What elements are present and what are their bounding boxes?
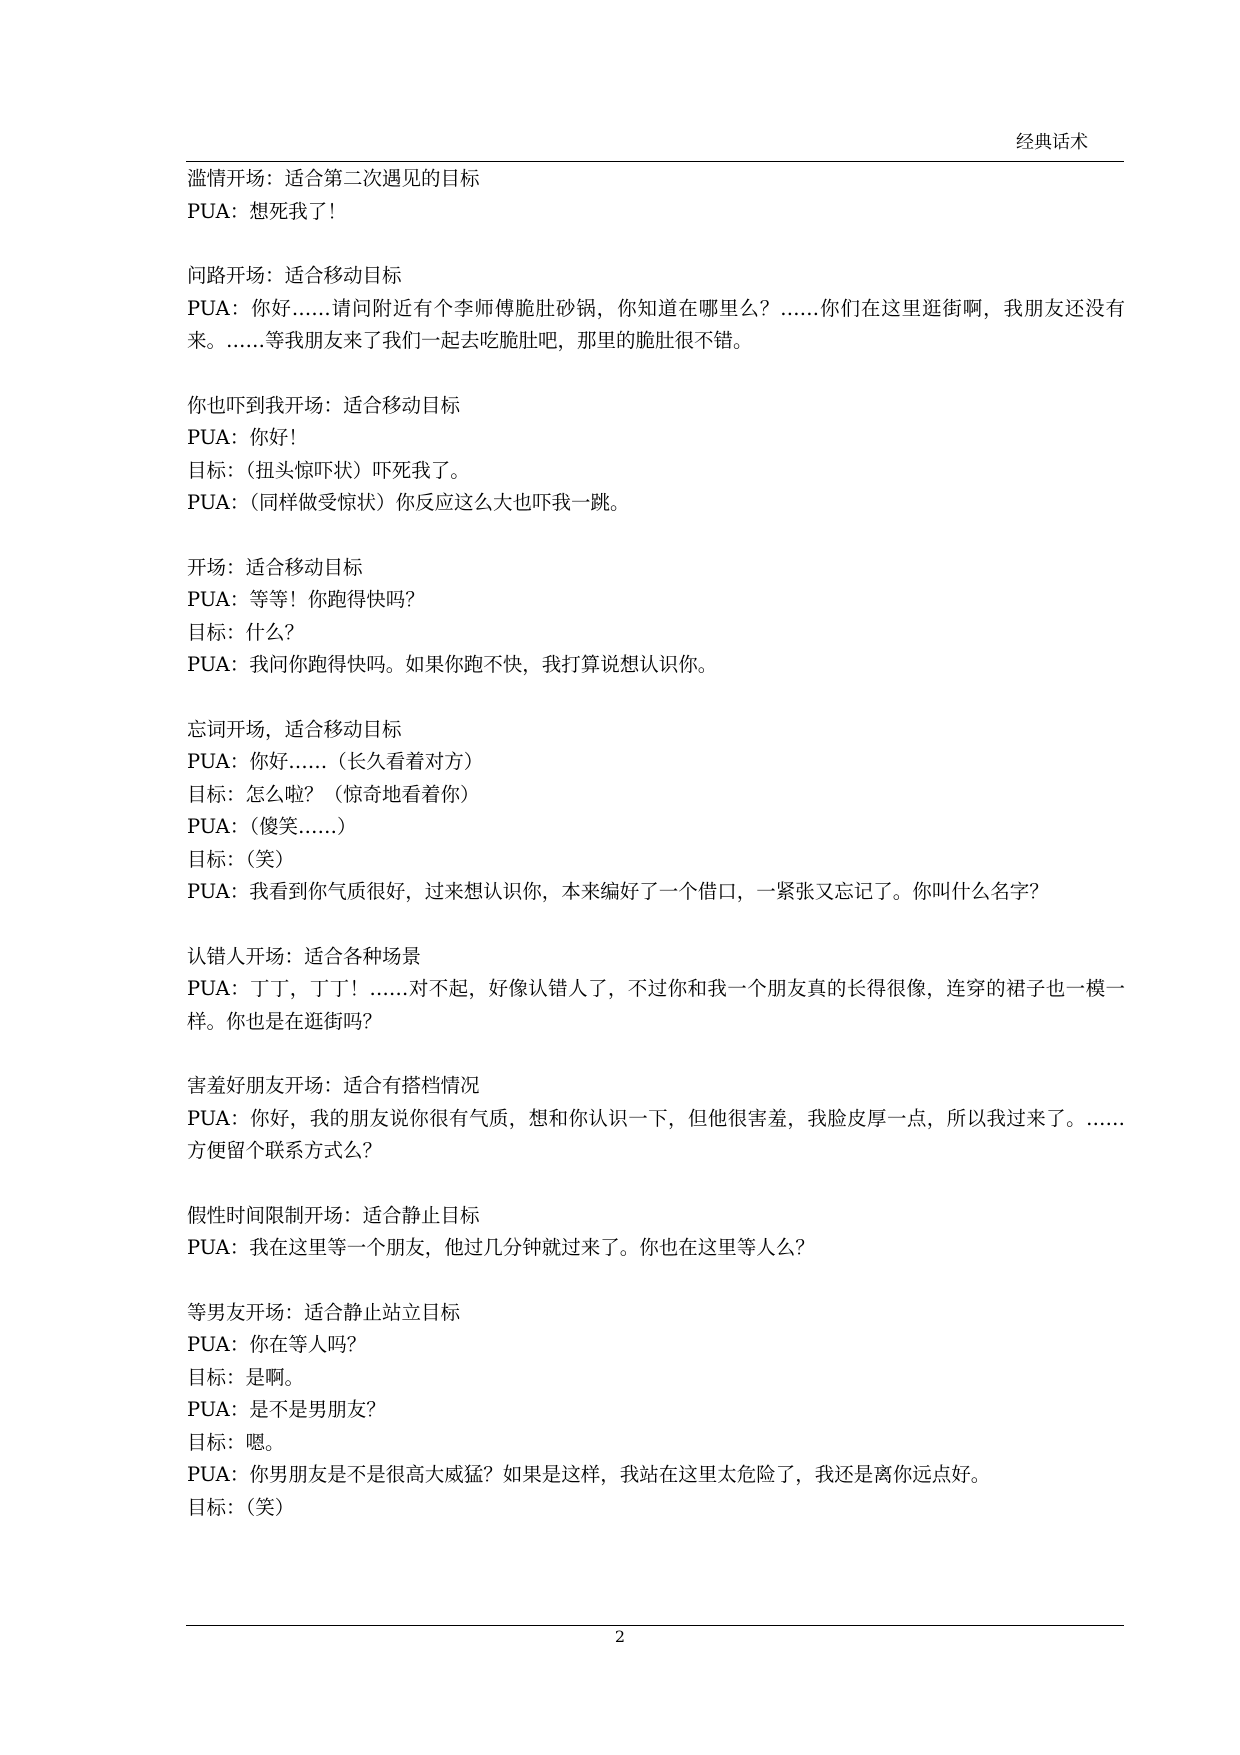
dialogue-line: PUA：我看到你气质很好，过来想认识你，本来编好了一个借口，一紧张又忘记了。你叫什么名字？ bbox=[187, 880, 1049, 903]
dialogue-line: PUA：你男朋友是不是很高大威猛？如果是这样，我站在这里太危险了，我还是离你远点好。 bbox=[187, 1463, 991, 1486]
dialogue-section bbox=[187, 552, 1125, 682]
dialogue-line: 目标：什么？ bbox=[187, 620, 305, 644]
section-heading: 开场：适合移动目标 bbox=[187, 555, 363, 579]
page-number: 2 bbox=[614, 1627, 626, 1646]
dialogue-line: PUA：（同样做受惊状）你反应这么大也吓我一跳。 bbox=[187, 491, 630, 514]
section-heading: 你也吓到我开场：适合移动目标 bbox=[187, 393, 461, 417]
dialogue-section bbox=[187, 714, 1125, 909]
dialogue-line: 目标：（笑） bbox=[187, 1495, 295, 1519]
section-heading: 假性时间限制开场：适合静止目标 bbox=[187, 1203, 480, 1227]
dialogue-line: PUA：丁丁，丁丁！……对不起，好像认错人了，不过你和我一个朋友真的长得很像，连穿的裙子也一模一样。你也是在逛街吗？ bbox=[187, 977, 1125, 1033]
dialogue-line: PUA：等等！你跑得快吗？ bbox=[187, 588, 425, 611]
dialogue-line: PUA：你好，我的朋友说你很有气质，想和你认识一下，但他很害羞，我脸皮厚一点，所以我过来了。……方便留个联系方式么？ bbox=[187, 1106, 1125, 1162]
dialogue-line: 目标：怎么啦？（惊奇地看着你） bbox=[187, 782, 480, 806]
dialogue-line: 目标：（笑） bbox=[187, 847, 295, 871]
dialogue-section bbox=[187, 941, 1125, 1039]
section-heading: 等男友开场：适合静止站立目标 bbox=[187, 1300, 461, 1324]
section-heading: 忘词开场，适合移动目标 bbox=[187, 717, 402, 741]
dialogue-section bbox=[187, 1070, 1125, 1168]
dialogue-line: PUA：你在等人吗？ bbox=[187, 1333, 367, 1356]
document-body bbox=[187, 163, 1125, 1556]
dialogue-line: PUA：我问你跑得快吗。如果你跑不快，我打算说想认识你。 bbox=[187, 653, 718, 676]
dialogue-line: PUA：想死我了！ bbox=[187, 199, 347, 223]
dialogue-line: PUA：你好！ bbox=[187, 426, 308, 449]
dialogue-section bbox=[187, 1297, 1125, 1525]
section-heading: 滥情开场：适合第二次遇见的目标 bbox=[187, 167, 480, 190]
section-heading: 问路开场：适合移动目标 bbox=[187, 264, 402, 287]
dialogue-line: 目标：是啊。 bbox=[187, 1365, 305, 1389]
dialogue-line: PUA：你好……请问附近有个李师傅脆肚砂锅，你知道在哪里么？……你们在这里逛街啊，我朋友还没有来。……等我朋友来了我们一起去吃脆肚吧，那里的脆肚很不错。 bbox=[187, 296, 1125, 352]
dialogue-line: 目标：（扭头惊吓状）吓死我了。 bbox=[187, 458, 470, 482]
dialogue-line: 目标：嗯。 bbox=[187, 1430, 285, 1454]
dialogue-line: PUA：是不是男朋友？ bbox=[187, 1398, 386, 1421]
dialogue-section bbox=[187, 260, 1125, 358]
section-heading: 认错人开场：适合各种场景 bbox=[187, 944, 422, 968]
section-heading: 害羞好朋友开场：适合有搭档情况 bbox=[187, 1074, 480, 1097]
dialogue-line: PUA：你好……（长久看着对方） bbox=[187, 750, 484, 773]
dialogue-line: PUA：我在这里等一个朋友，他过几分钟就过来了。你也在这里等人么？ bbox=[187, 1236, 815, 1259]
header-title: 经典话术 bbox=[1016, 132, 1088, 153]
header-rule bbox=[186, 161, 1124, 162]
dialogue-section bbox=[187, 163, 1125, 228]
dialogue-section bbox=[187, 390, 1125, 520]
dialogue-section bbox=[187, 1200, 1125, 1265]
dialogue-line: PUA：（傻笑……） bbox=[187, 815, 357, 838]
